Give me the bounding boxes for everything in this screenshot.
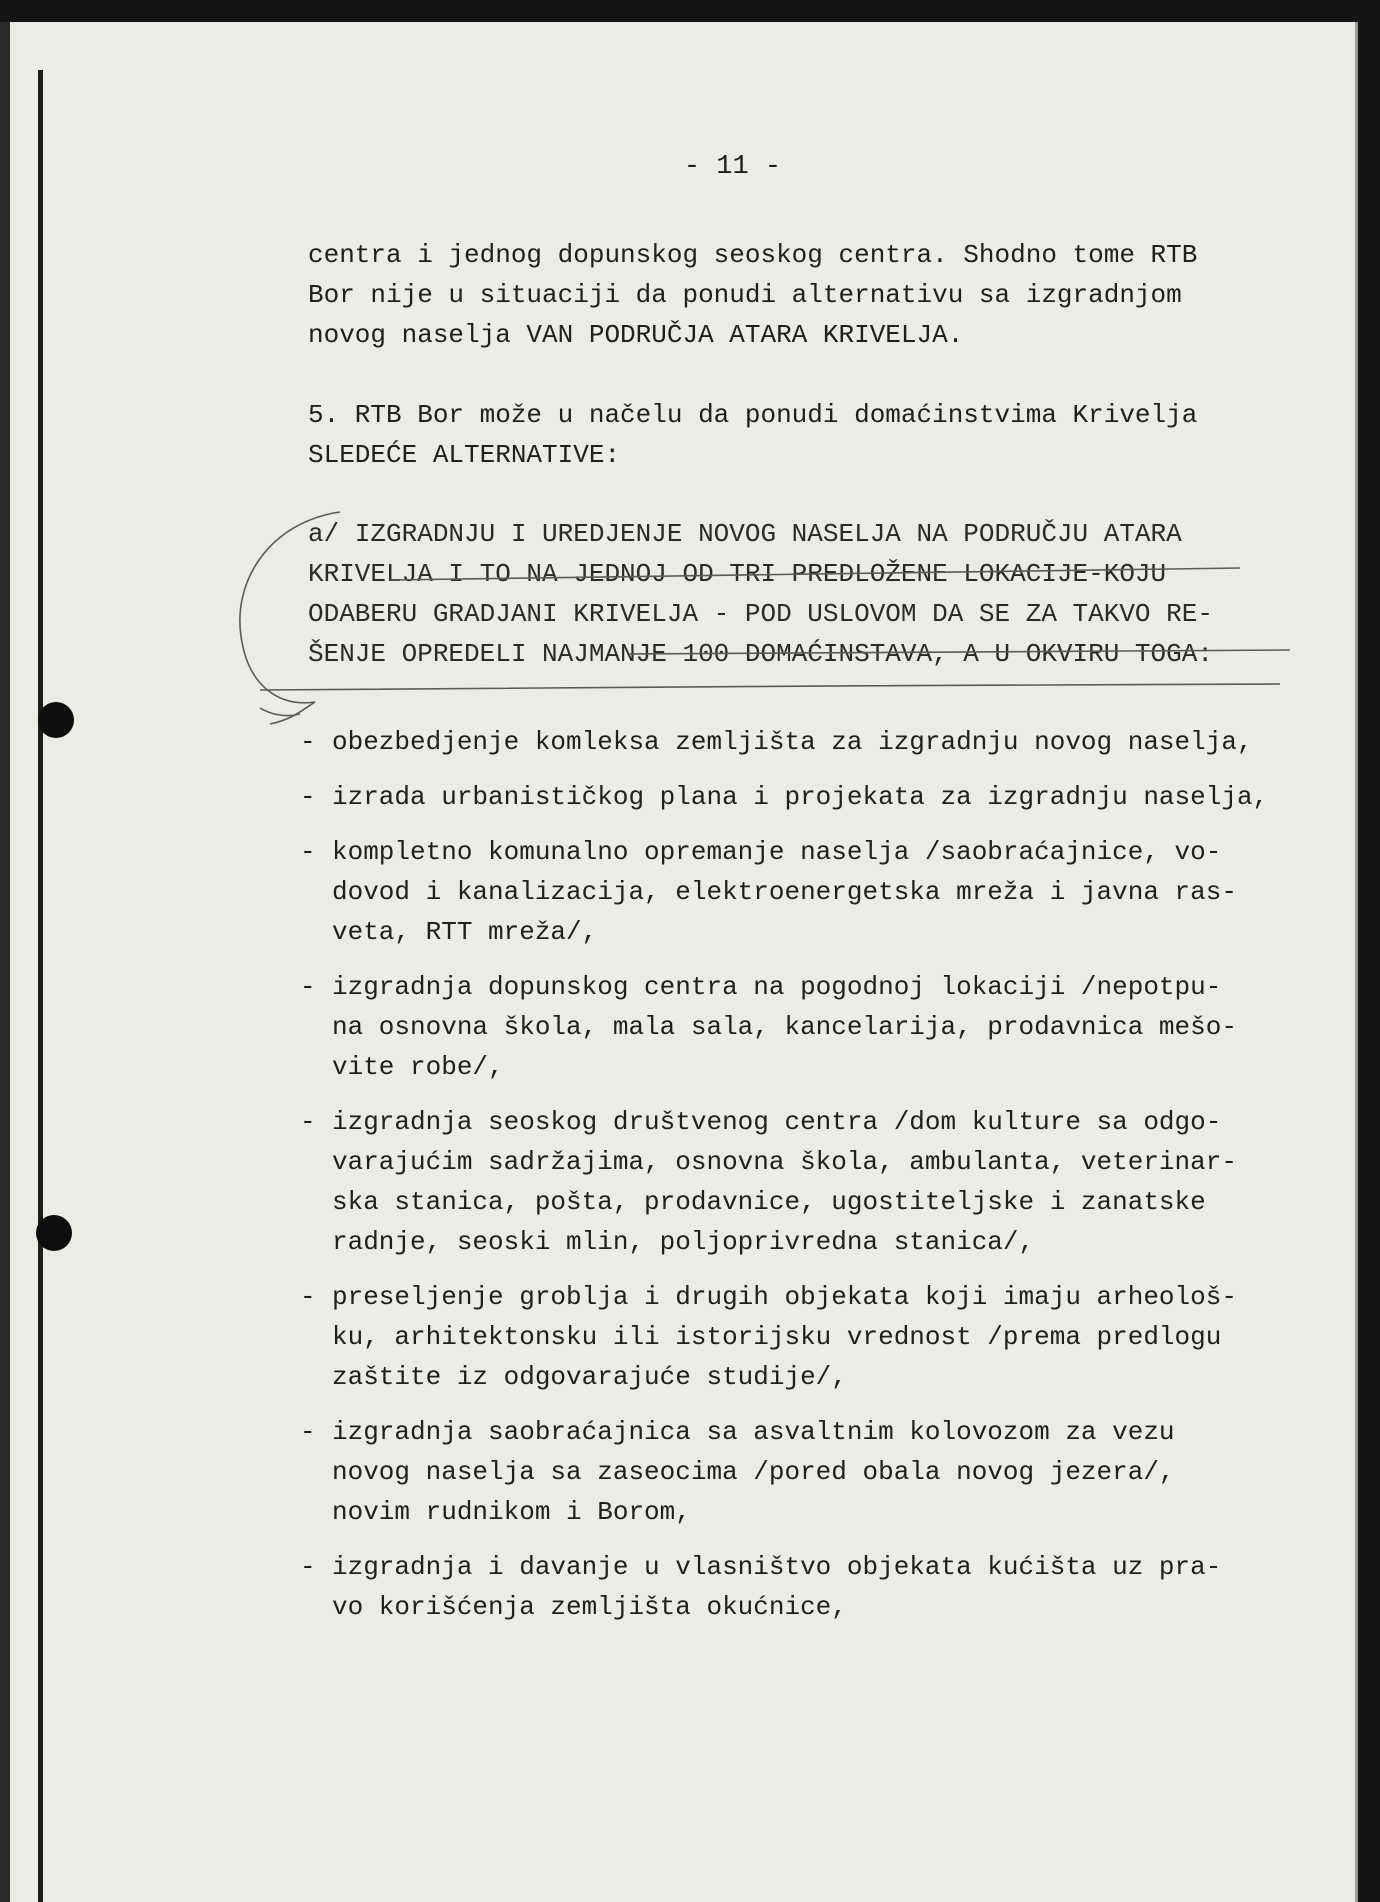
list-item: - izgradnja seoskog društvenog centra /dom kulture sa odgo- varajućim sadržajima, osnovna škola, ambulanta, veterinar- ska stanica, pošta, prodavnice, ugostiteljske i zanatske radnje, seoski mlin, poljoprivredna stanica/, <box>296 1102 1326 1262</box>
page-shadow-edge <box>0 22 10 1902</box>
document-page <box>0 22 1358 1902</box>
list-item: - preseljenje groblja i drugih objekata koji imaju arheološ- ku, arhitektonsku ili istorijsku vrednost /prema predlogu zaštite iz odgovarajuće studije/, <box>296 1277 1326 1397</box>
list-item: - izrada urbanističkog plana i projekata za izgradnju naselja, <box>296 777 1326 817</box>
paragraph-point-5: 5. RTB Bor može u načelu da ponudi domaćinstvima Krivelja SLEDEĆE ALTERNATIVE: <box>308 400 1198 470</box>
list-item: - izgradnja saobraćajnica sa asvaltnim kolovozom za vezu novog naselja sa zaseocima /pored obala novog jezera/, novim rudnikom i Borom, <box>296 1412 1326 1532</box>
paragraph-intro: centra i jednog dopunskog seoskog centra. Shodno tome RTB Bor nije u situaciji da ponudi alternativu sa izgradnjom novog naselja VAN PODRUČJA ATARA KRIVELJA. <box>308 240 1198 350</box>
punch-hole-top <box>38 702 74 738</box>
list-item: - obezbedjenje komleksa zemljišta za izgradnju novog naselja, <box>296 722 1326 762</box>
punch-hole-bottom <box>36 1215 72 1251</box>
binder-margin-line <box>38 70 43 1902</box>
alternative-a-bullet-list <box>296 722 1326 1642</box>
list-item: - izgradnja dopunskog centra na pogodnoj lokaciji /nepotpu- na osnovna škola, mala sala, kancelarija, prodavnica mešo- vite robe/, <box>296 967 1326 1087</box>
list-item: - kompletno komunalno opremanje naselja /saobraćajnice, vo- dovod i kanalizacija, elektroenergetska mreža i javna ras- veta, RTT mreža/, <box>296 832 1326 952</box>
page-right-edge <box>1355 22 1358 1902</box>
paragraph-option-a: a/ IZGRADNJU I UREDJENJE NOVOG NASELJA NA PODRUČJU ATARA KRIVELJA I TO NA JEDNOJ OD TRI PREDLOŽENE LOKACIJE-KOJU ODABERU GRADJANI KRIVELJA - POD USLOVOM DA SE ZA TAKVO RE- ŠENJE OPREDELI NAJMANJE 100 DOMAĆINSTAVA, A U OKVIRU TOGA: <box>308 519 1213 669</box>
list-item: - izgradnja i davanje u vlasništvo objekata kućišta uz pra- vo korišćenja zemljišta okućnice, <box>296 1547 1326 1627</box>
page-number: - 11 - <box>683 152 782 182</box>
